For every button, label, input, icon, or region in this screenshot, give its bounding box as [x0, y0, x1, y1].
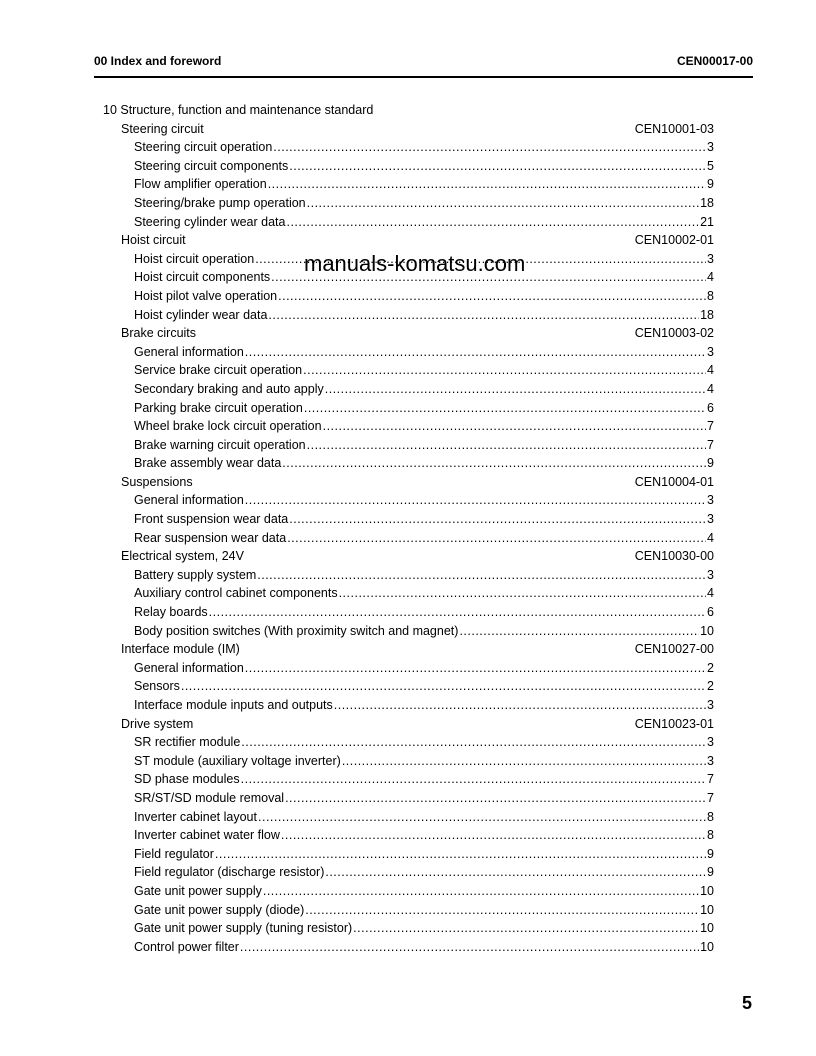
toc-section-title: Electrical system, 24V — [121, 549, 244, 564]
toc-entry-title: Steering cylinder wear data — [134, 214, 286, 229]
toc-entry-page: 18 — [700, 195, 714, 210]
toc-entry-title: Hoist circuit operation — [134, 251, 255, 266]
toc-entry-page: 7 — [707, 437, 714, 452]
toc-entry-title: Steering circuit operation — [134, 140, 273, 155]
toc-entry-title: General information — [134, 660, 244, 675]
chapter-heading: 10 Structure, function and maintenance standard — [103, 103, 374, 117]
toc-entry-title: Relay boards — [134, 605, 208, 620]
toc-entry — [103, 306, 714, 325]
dot-leader — [285, 789, 706, 808]
toc-entry — [103, 417, 714, 436]
dot-leader — [273, 138, 706, 157]
toc-entry-title: Brake assembly wear data — [134, 456, 282, 471]
toc-entry-page: 2 — [707, 679, 714, 694]
toc-entry-title: ST module (auxiliary voltage inverter) — [134, 753, 341, 768]
toc-entry-title: Hoist pilot valve operation — [134, 288, 278, 303]
toc-section-row — [103, 640, 714, 659]
toc-entry-title: Gate unit power supply — [134, 883, 262, 898]
toc-entry-page: 4 — [707, 363, 714, 378]
toc-entry-title: Inverter cabinet water flow — [134, 828, 280, 843]
dot-leader — [215, 845, 706, 864]
dot-leader — [339, 584, 706, 603]
toc-entry-title: Steering circuit components — [134, 158, 289, 173]
toc-section-row — [103, 547, 714, 566]
toc-entry-page: 2 — [707, 660, 714, 675]
toc-entry-page: 6 — [707, 400, 714, 415]
dot-leader — [181, 677, 706, 696]
toc-entry-title: Inverter cabinet layout — [134, 809, 257, 824]
toc-entry-title: Service brake circuit operation — [134, 363, 303, 378]
toc-entry-title: Field regulator (discharge resistor) — [134, 865, 325, 880]
toc-entry-page: 10 — [700, 883, 714, 898]
toc-entry — [103, 808, 714, 827]
toc-section-title: Drive system — [121, 716, 194, 731]
toc-entry-page: 7 — [707, 772, 714, 787]
page-number: 5 — [741, 993, 752, 1013]
dot-leader — [268, 175, 706, 194]
dot-leader — [334, 696, 706, 715]
dot-leader — [245, 659, 706, 678]
toc-entry-title: Hoist circuit components — [134, 270, 271, 285]
dot-leader — [257, 566, 706, 585]
toc-entry — [103, 938, 714, 957]
toc-entry-page: 7 — [707, 419, 714, 434]
toc-entry-page: 4 — [707, 270, 714, 285]
toc-entry-page: 3 — [707, 698, 714, 712]
toc-section-title: Steering circuit — [121, 121, 204, 136]
toc-entry-title: Field regulator — [134, 846, 214, 861]
dot-leader — [209, 603, 706, 622]
toc-section-row — [103, 231, 714, 250]
toc-section-row — [103, 473, 714, 492]
table-of-contents — [103, 101, 714, 956]
toc-entry-title: Battery supply system — [134, 567, 257, 582]
header-section-title: 00 Index and foreword — [94, 54, 222, 68]
dot-leader — [289, 510, 706, 529]
toc-entry — [103, 733, 714, 752]
toc-entry — [103, 138, 714, 157]
toc-entry-page: 10 — [700, 623, 714, 638]
toc-entry — [103, 491, 714, 510]
toc-entry-page: 10 — [700, 902, 714, 917]
toc-entry — [103, 677, 714, 696]
toc-entry-page: 3 — [707, 735, 714, 750]
toc-entry-title: Hoist cylinder wear data — [134, 307, 268, 322]
dot-leader — [241, 733, 706, 752]
toc-entry-title: Rear suspension wear data — [134, 530, 287, 545]
toc-entry-page: 3 — [707, 753, 714, 768]
toc-entry — [103, 919, 714, 938]
toc-entry-page: 7 — [707, 790, 714, 805]
dot-leader — [325, 380, 706, 399]
toc-section-title: Brake circuits — [121, 326, 197, 341]
toc-section-code: CEN10004-01 — [634, 474, 714, 489]
toc-section-row — [103, 324, 714, 343]
toc-entry — [103, 863, 714, 882]
dot-leader — [459, 622, 699, 641]
toc-entry-title: Brake warning circuit operation — [134, 437, 306, 452]
toc-section-title: Interface module (IM) — [121, 642, 240, 657]
dot-leader — [289, 157, 706, 176]
toc-entry-page: 3 — [707, 493, 714, 508]
dot-leader — [353, 919, 699, 938]
toc-entry-title: Steering/brake pump operation — [134, 195, 306, 210]
dot-leader — [258, 808, 706, 827]
toc-entry — [103, 770, 714, 789]
toc-entry — [103, 789, 714, 808]
dot-leader — [307, 194, 699, 213]
dot-leader — [304, 399, 706, 418]
toc-entry — [103, 343, 714, 362]
toc-entry-page: 3 — [707, 140, 714, 155]
toc-entry — [103, 584, 714, 603]
toc-entry — [103, 361, 714, 380]
toc-section-code: CEN10001-03 — [634, 121, 714, 136]
dot-leader — [245, 491, 706, 510]
dot-leader — [287, 529, 706, 548]
toc-section-row — [103, 120, 714, 139]
toc-entry — [103, 752, 714, 771]
dot-leader — [240, 938, 699, 957]
dot-leader — [245, 343, 706, 362]
toc-entry — [103, 510, 714, 529]
toc-entry-title: Control power filter — [134, 939, 239, 954]
dot-leader — [325, 863, 706, 882]
toc-entry — [103, 157, 714, 176]
toc-entry-page: 21 — [700, 214, 714, 229]
toc-section-code: CEN10002-01 — [634, 233, 714, 248]
toc-entry-title: Sensors — [134, 679, 180, 694]
toc-section-row — [103, 715, 714, 734]
toc-entry — [103, 399, 714, 418]
toc-entry-title: Interface module inputs and outputs — [134, 698, 333, 712]
toc-entry-title: General information — [134, 344, 244, 359]
toc-entry-title: Flow amplifier operation — [134, 177, 267, 192]
toc-entry-page: 8 — [707, 809, 714, 824]
toc-section-title: Suspensions — [121, 474, 193, 489]
toc-entry-title: Gate unit power supply (diode) — [134, 902, 305, 917]
toc-entry — [103, 380, 714, 399]
toc-entry-page: 10 — [700, 939, 714, 954]
toc-entry — [103, 175, 714, 194]
toc-entry-title: Auxiliary control cabinet components — [134, 586, 338, 601]
toc-entry-title: Parking brake circuit operation — [134, 400, 303, 415]
dot-leader — [241, 770, 706, 789]
toc-entry-title: Gate unit power supply (tuning resistor) — [134, 921, 353, 936]
toc-entry-page: 8 — [707, 288, 714, 303]
toc-entry-page: 18 — [700, 307, 714, 322]
toc-section-title: Hoist circuit — [121, 233, 186, 248]
toc-entry — [103, 696, 714, 715]
toc-section-code: CEN10023-01 — [634, 716, 714, 731]
toc-entry-page: 5 — [707, 158, 714, 173]
toc-entry — [103, 603, 714, 622]
toc-entry-title: General information — [134, 493, 244, 508]
toc-entry-page: 8 — [707, 828, 714, 843]
dot-leader — [342, 752, 706, 771]
toc-entry-page: 3 — [707, 344, 714, 359]
toc-entry — [103, 436, 714, 455]
toc-entry-page: 9 — [707, 177, 714, 192]
toc-entry-page: 9 — [707, 865, 714, 880]
toc-entry-title: SR/ST/SD module removal — [134, 790, 285, 805]
toc-section-code: CEN10003-02 — [634, 326, 714, 341]
toc-entry-title: Body position switches (With proximity switch and magnet) — [134, 623, 459, 638]
dot-leader — [281, 826, 706, 845]
toc-entry-page: 3 — [707, 512, 714, 527]
dot-leader — [307, 436, 706, 455]
dot-leader — [286, 213, 699, 232]
dot-leader — [303, 361, 706, 380]
toc-entry — [103, 845, 714, 864]
toc-entry-page: 4 — [707, 381, 714, 396]
toc-entry — [103, 826, 714, 845]
toc-entry-page: 3 — [707, 251, 714, 266]
watermark-text: manuals-komatsu.com — [304, 251, 526, 276]
toc-entry — [103, 287, 714, 306]
toc-entry-page: 6 — [707, 605, 714, 620]
toc-entry — [103, 622, 714, 641]
dot-leader — [305, 901, 699, 920]
toc-entry — [103, 529, 714, 548]
toc-entry — [103, 213, 714, 232]
toc-entry-page: 10 — [700, 921, 714, 936]
toc-entry-title: Front suspension wear data — [134, 512, 289, 527]
toc-entry-page: 4 — [707, 586, 714, 601]
toc-entry — [103, 454, 714, 473]
dot-leader — [323, 417, 706, 436]
toc-entry-title: Secondary braking and auto apply — [134, 381, 324, 396]
dot-leader — [278, 287, 706, 306]
toc-entry-title: SD phase modules — [134, 772, 240, 787]
dot-leader — [263, 882, 699, 901]
toc-entry — [103, 901, 714, 920]
toc-entry — [103, 566, 714, 585]
toc-section-code: CEN10027-00 — [634, 642, 714, 657]
toc-entry — [103, 882, 714, 901]
dot-leader — [268, 306, 699, 325]
toc-entry-page: 9 — [707, 456, 714, 471]
toc-entry-page: 3 — [707, 567, 714, 582]
header-document-code: CEN00017-00 — [676, 54, 753, 68]
dot-leader — [282, 454, 706, 473]
toc-entry-title: Wheel brake lock circuit operation — [134, 419, 322, 434]
page-header — [94, 54, 753, 78]
toc-entry-page: 4 — [707, 530, 714, 545]
toc-section-code: CEN10030-00 — [634, 549, 714, 564]
toc-entry-page: 9 — [707, 846, 714, 861]
toc-entry — [103, 194, 714, 213]
toc-entry — [103, 659, 714, 678]
toc-entry-title: SR rectifier module — [134, 735, 241, 750]
